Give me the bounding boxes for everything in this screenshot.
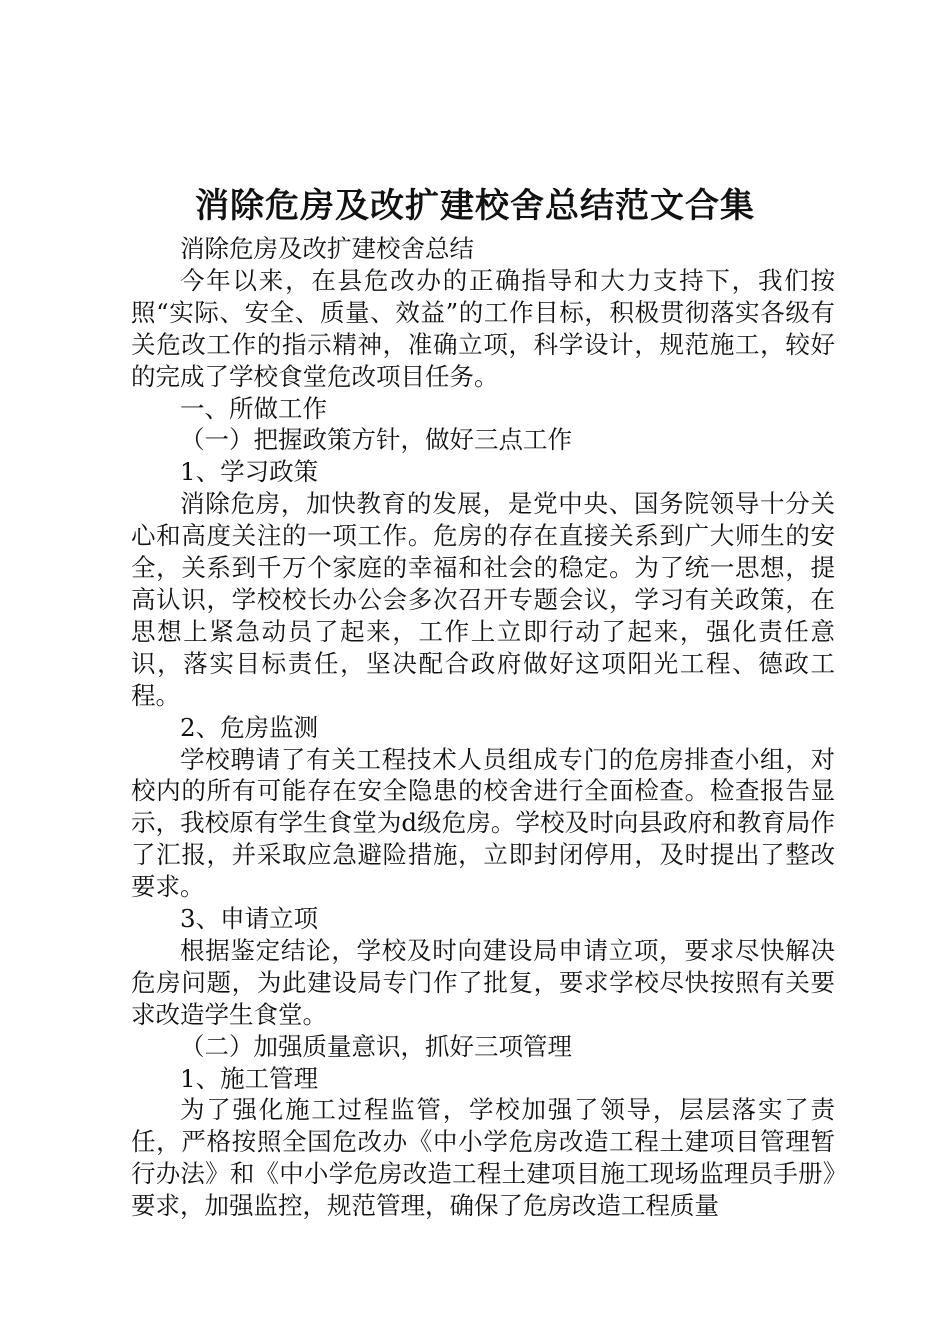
- subsection-heading: （二）加强质量意识，抓好三项管理: [180, 1031, 572, 1061]
- item-heading: 2、危房监测: [180, 712, 319, 742]
- body-paragraph: 根据鉴定结论，学校及时向建设局申请立项，要求尽快解决危房问题，为此建设局专门作了批复，要求学校尽快按照有关要求改造学生食堂。: [131, 935, 835, 1029]
- item-heading: 1、学习政策: [180, 457, 319, 487]
- intro-paragraph: 今年以来，在县危改办的正确指导和大力支持下，我们按照“实际、安全、质量、效益”的工作目标，积极贯彻落实各级有关危改工作的指示精神，准确立项，科学设计，规范施工，较好的完成了学校食堂危改项目任务。: [131, 265, 835, 391]
- section-heading: 一、所做工作: [180, 393, 327, 423]
- subsection-heading: （一）把握政策方针，做好三点工作: [180, 425, 572, 455]
- document-body: [131, 233, 835, 1222]
- body-paragraph: 消除危房，加快教育的发展，是党中央、国务院领导十分关心和高度关注的一项工作。危房的存在直接关系到广大师生的安全，关系到千万个家庭的幸福和社会的稳定。为了统一思想，提高认识，学校校长办公会多次召开专题会议，学习有关政策，在思想上紧急动员了起来，工作上立即行动了起来，强化责任意识，落实目标责任，坚决配合政府做好这项阳光工程、德政工程。: [131, 489, 835, 710]
- body-paragraph: 学校聘请了有关工程技术人员组成专门的危房排查小组，对校内的所有可能存在安全隐患的校舍进行全面检查。检查报告显示，我校原有学生食堂为d级危房。学校及时向县政府和教育局作了汇报，并采取应急避险措施，立即封闭停用，及时提出了整改要求。: [131, 744, 835, 902]
- item-heading: 1、施工管理: [180, 1063, 319, 1093]
- item-heading: 3、申请立项: [180, 904, 319, 934]
- document-title: 消除危房及改扩建校舍总结范文合集: [195, 186, 755, 226]
- subtitle-paragraph: 消除危房及改扩建校舍总结: [180, 234, 474, 263]
- body-paragraph: 为了强化施工过程监管，学校加强了领导，层层落实了责任，严格按照全国危改办《中小学危房改造工程土建项目管理暂行办法》和《中小学危房改造工程土建项目施工现场监理员手册》要求，加强监控，规范管理，确保了危房改造工程质量: [131, 1095, 835, 1221]
